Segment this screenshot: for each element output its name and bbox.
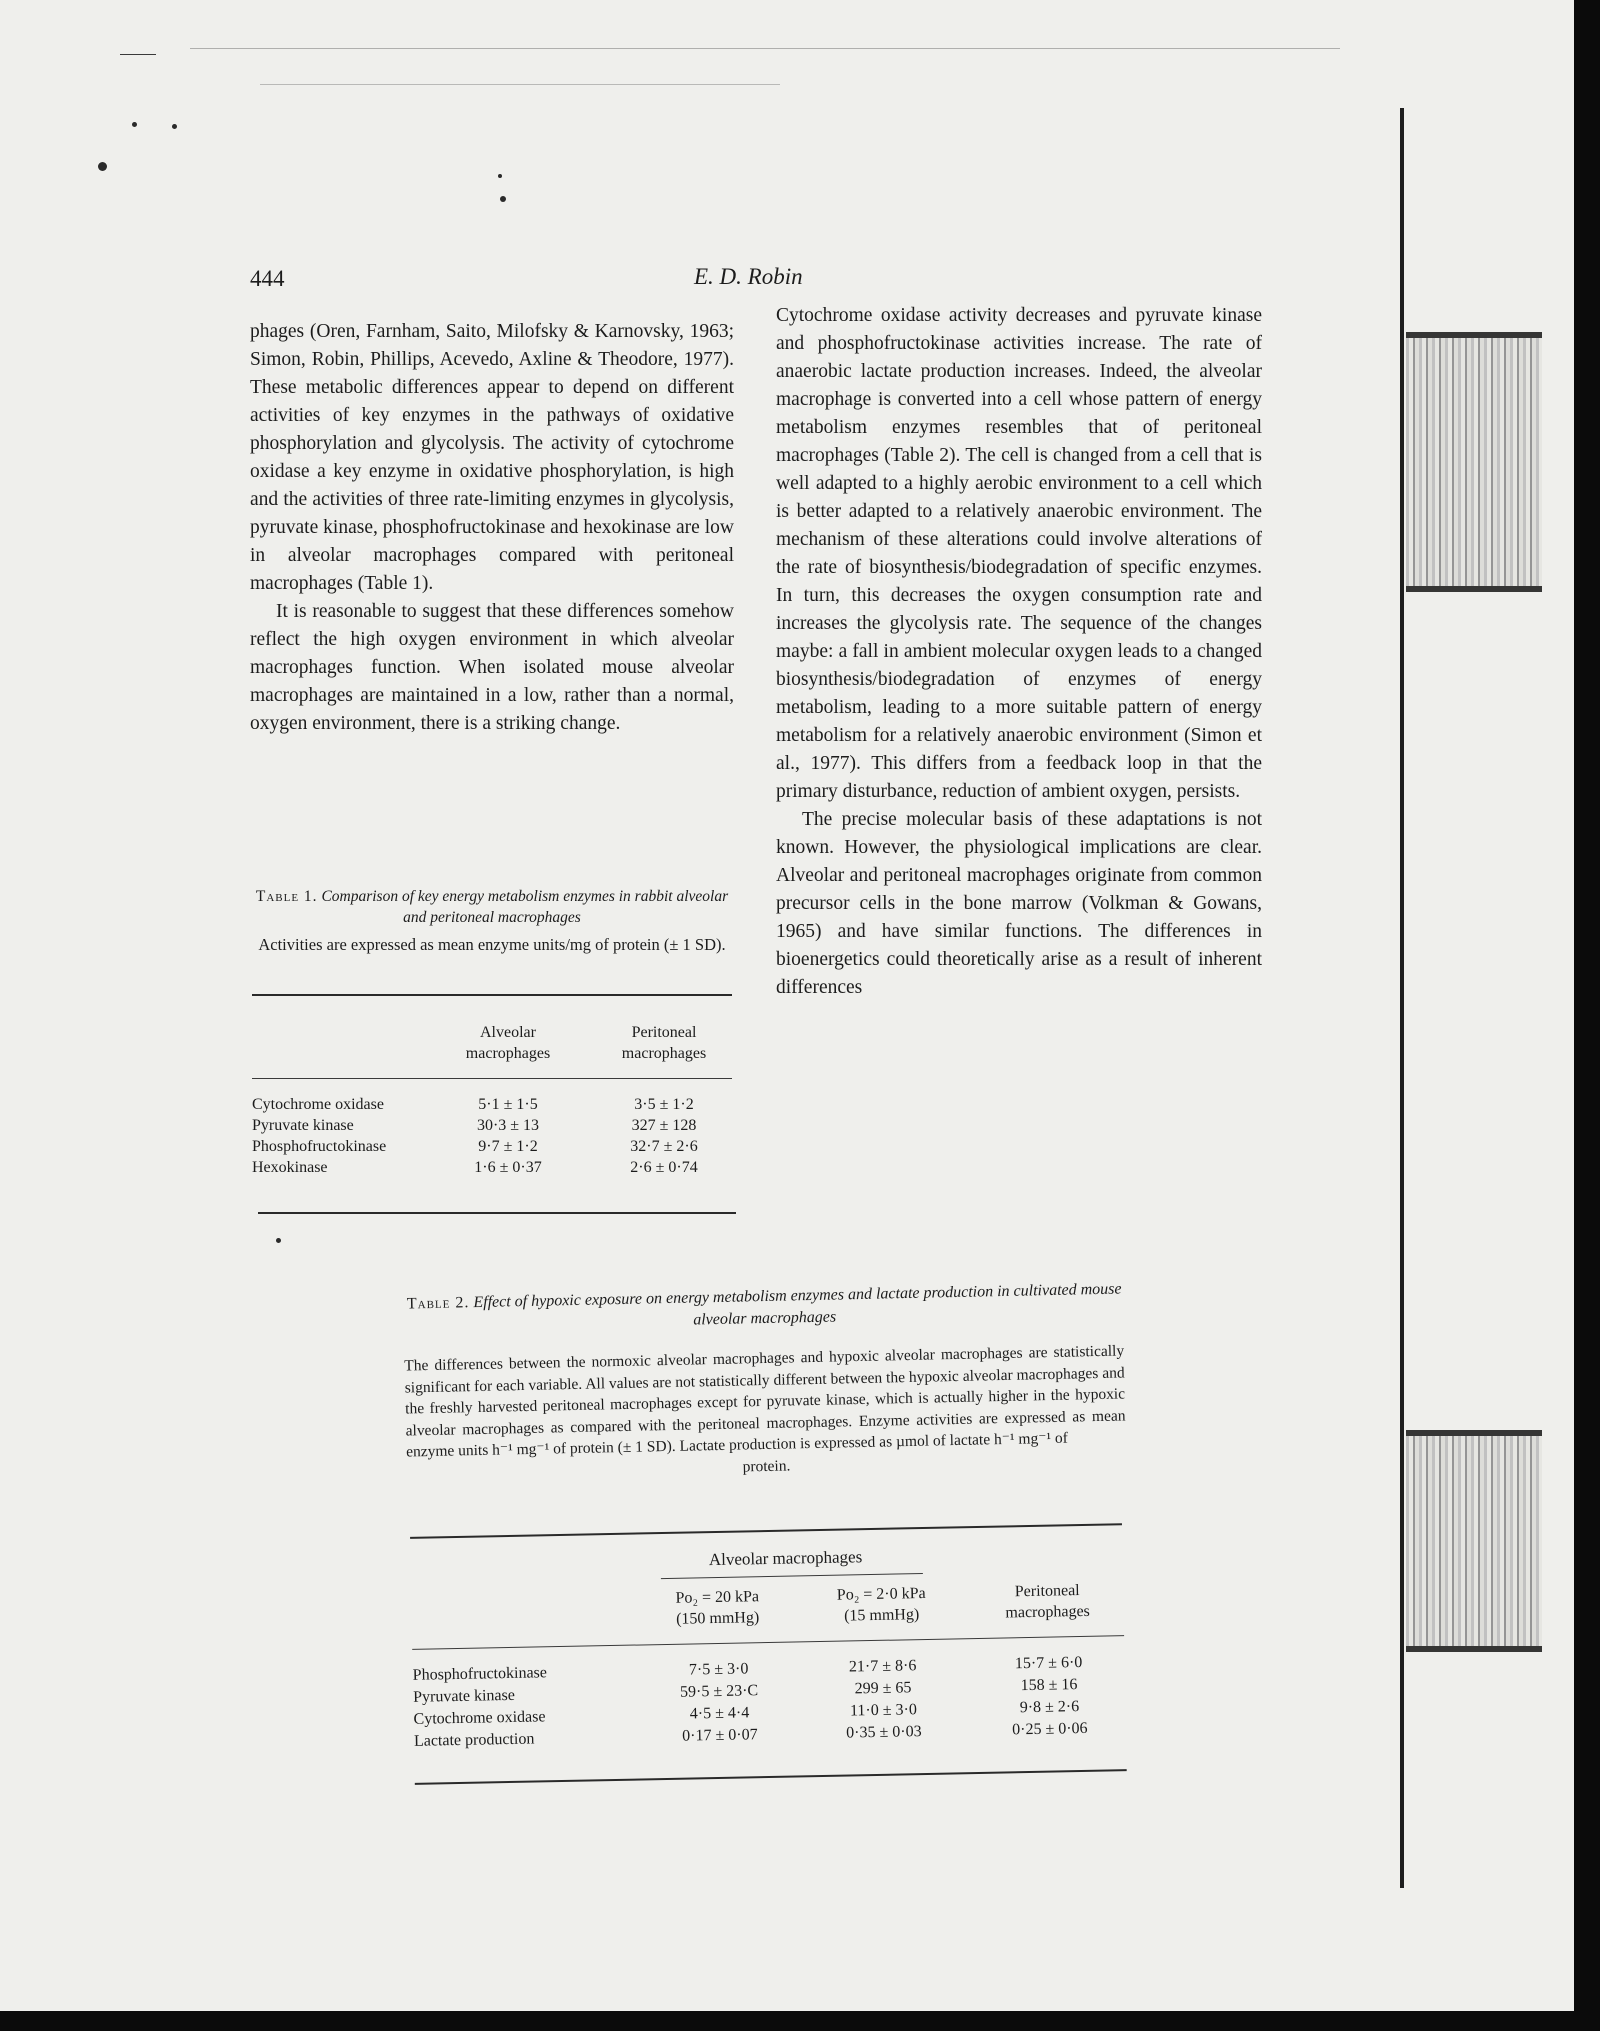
table1-caption [250,886,734,956]
table1-cell: 327 ± 128 [631,1117,697,1134]
table1-cell: 3·5 ± 1·2 [634,1096,694,1113]
header-line: Alveolar [480,1024,536,1041]
table1-row-name: Phosphofructokinase [252,1138,387,1155]
table2-note [404,1340,1127,1484]
header-line: Peritoneal [631,1024,697,1041]
header-line: macrophages [1005,1602,1090,1622]
table2-title: Effect of hypoxic exposure on energy metabolism enzymes and lactate production in cultivated mouse alveolar macrophages [473,1280,1122,1329]
scan-speck [276,1238,281,1243]
paragraph: phages (Oren, Farnham, Saito, Milofsky & Karnovsky, 1963; Simon, Robin, Phillips, Acevedo, Axline & Theodore, 1977). These metabolic differences appear to depend on different activities of key enzymes in the pathways of oxidative phosphorylation and glycolysis. The activity of cytochrome oxidase a key enzyme in oxidative phosphorylation, is high and the activities of three rate-limiting enzymes in glycolysis, pyruvate kinase, phosphofructokinase and hexokinase are low in alveolar macrophages compared with peritoneal macrophages (Table 1). [250,321,734,594]
scan-edge-strip [1406,1430,1542,1652]
table1-label: Table 1. [255,888,318,905]
header-line: Po₂ = 20 kPa [675,1588,760,1607]
left-column [250,318,734,738]
table2-cell: 4·5 ± 4·4 [689,1704,750,1723]
header-line: (150 mmHg) [675,1609,760,1628]
table2-cell: 158 ± 16 [1020,1676,1078,1695]
table1-cell: 1·6 ± 0·37 [474,1159,542,1176]
header-line: (15 mmHg) [843,1606,920,1625]
scan-speck [132,122,137,127]
scan-speck [500,196,506,202]
table2-row-name: Phosphofructokinase [412,1664,548,1684]
table2-col-header [647,1586,788,1631]
table1-body [252,1094,732,1194]
table2-row-name: Cytochrome oxidase [413,1708,546,1728]
table2-note-text: The differences between the normoxic alveolar macrophages and hypoxic alveolar macrophages are statistically significant for each variable. All values are not statistically different between the hypoxic alveolar macrophages and the freshly harvested peritoneal macrophages except for pyruvate kinase, which is actually higher in the hypoxic alveolar macrophages as compared with the peritoneal macrophages. Enzyme activities are expressed as mean enzyme units h⁻¹ mg⁻¹ of protein (± 1 SD). Lactate production is expressed as µmol of lactate h⁻¹ mg⁻¹ of [404,1342,1126,1461]
table2-body [413,1651,1127,1761]
scan-mark [190,48,1340,49]
table2-note-end: protein. [742,1456,791,1475]
table2-col-header [811,1582,952,1627]
table1-cell: 30·3 ± 13 [476,1117,540,1134]
table1-bottom-rule [258,1212,736,1214]
table1-cell: 5·1 ± 1·5 [478,1096,538,1113]
table2-top-rule [410,1523,1122,1539]
table2-cell: 0·25 ± 0·06 [1011,1719,1088,1739]
right-column [776,302,1262,1002]
table1-col-header [604,1022,724,1064]
scan-mark [120,54,156,55]
table2-bottom-rule [415,1769,1127,1785]
table1-cell: 9·7 ± 1·2 [478,1138,538,1155]
table2-cell: 299 ± 65 [854,1679,912,1698]
header-line: Po₂ = 2·0 kPa [836,1584,926,1604]
table1-header-rule [252,1078,732,1079]
table2-cell: 59·5 ± 23·C [679,1682,759,1701]
table2-cell: 0·17 ± 0·07 [682,1726,758,1745]
scan-mark [260,84,780,85]
table1-title: Comparison of key energy metabolism enzymes in rabbit alveolar and peritoneal macrophages [321,888,729,926]
scan-speck [98,162,107,171]
table1-cell: 2·6 ± 0·74 [630,1159,698,1176]
paragraph: It is reasonable to suggest that these differences somehow reflect the high oxygen environment in which alveolar macrophages function. When isolated mouse alveolar macrophages are maintained in a low, rather than a normal, oxygen environment, there is a striking change. [250,601,734,734]
table1-cell: 32·7 ± 2·6 [630,1138,698,1155]
page-edge-line [1400,108,1404,1888]
table1-top-rule [252,994,732,996]
table2-cell: 21·7 ± 8·6 [848,1657,917,1676]
table2-cell: 9·8 ± 2·6 [1019,1698,1080,1717]
table1-col-header [458,1022,558,1064]
table1-row-name: Cytochrome oxidase [252,1096,384,1113]
table2-col-header [977,1579,1118,1624]
table2-row-name: Lactate production [413,1730,535,1750]
table2-cell: 15·7 ± 6·0 [1014,1653,1083,1673]
table2-label: Table 2. [406,1294,470,1313]
scan-speck [172,124,177,129]
running-head-author: E. D. Robin [694,264,803,289]
paragraph: Cytochrome oxidase activity decreases and pyruvate kinase and phosphofructokinase activities increase. The rate of anaerobic lactate production increases. Indeed, the alveolar macrophage is converted into a cell whose pattern of energy metabolism enzymes resembles that of peritoneal macrophages (Table 2). The cell is changed from a cell that is well adapted to a highly aerobic environment to a cell which is better adapted to a relatively anaerobic environment. The mechanism of these alterations could involve alterations of the rate of biosynthesis/biodegradation of specific enzymes. In turn, this decreases the oxygen consumption rate and increases the glycolysis rate. The sequence of the changes maybe: a fall in ambient molecular oxygen leads to a changed biosynthesis/biodegradation of enzymes of energy metabolism, leading to a more suitable pattern of energy metabolism for a relatively anaerobic environment (Simon et al., 1977). This differs from a feedback loop in that the primary disturbance, reduction of ambient oxygen, persists. [776,305,1262,802]
table2 [410,1523,1131,1812]
table2-cell: 0·35 ± 0·03 [846,1723,922,1742]
table1-note: Activities are expressed as mean enzyme units/mg of protein (± 1 SD). [258,935,726,954]
paragraph: The precise molecular basis of these adaptations is not known. However, the physiological implications are clear. Alveolar and peritoneal macrophages originate from common precursor cells in the bone marrow (Volkman & Gowans, 1965) and have similar functions. The differences in bioenergetics could theoretically arise as a result of inherent differences [776,809,1262,998]
scan-edge-strip [1406,332,1542,592]
header-line: macrophages [621,1045,707,1062]
header-line: Peritoneal [1014,1582,1080,1601]
table2-row-name: Pyruvate kinase [412,1686,516,1706]
table2-cell: 7·5 ± 3·0 [688,1660,749,1679]
scan-speck [498,174,502,178]
table2-group-label: Alveolar macrophages [708,1547,863,1570]
table1-row-name: Hexokinase [252,1159,328,1176]
header-line: macrophages [465,1045,551,1062]
table2-caption [404,1278,1125,1337]
table1-row-name: Pyruvate kinase [252,1117,354,1134]
page-number: 444 [250,266,285,291]
table2-cell: 11·0 ± 3·0 [849,1701,918,1720]
